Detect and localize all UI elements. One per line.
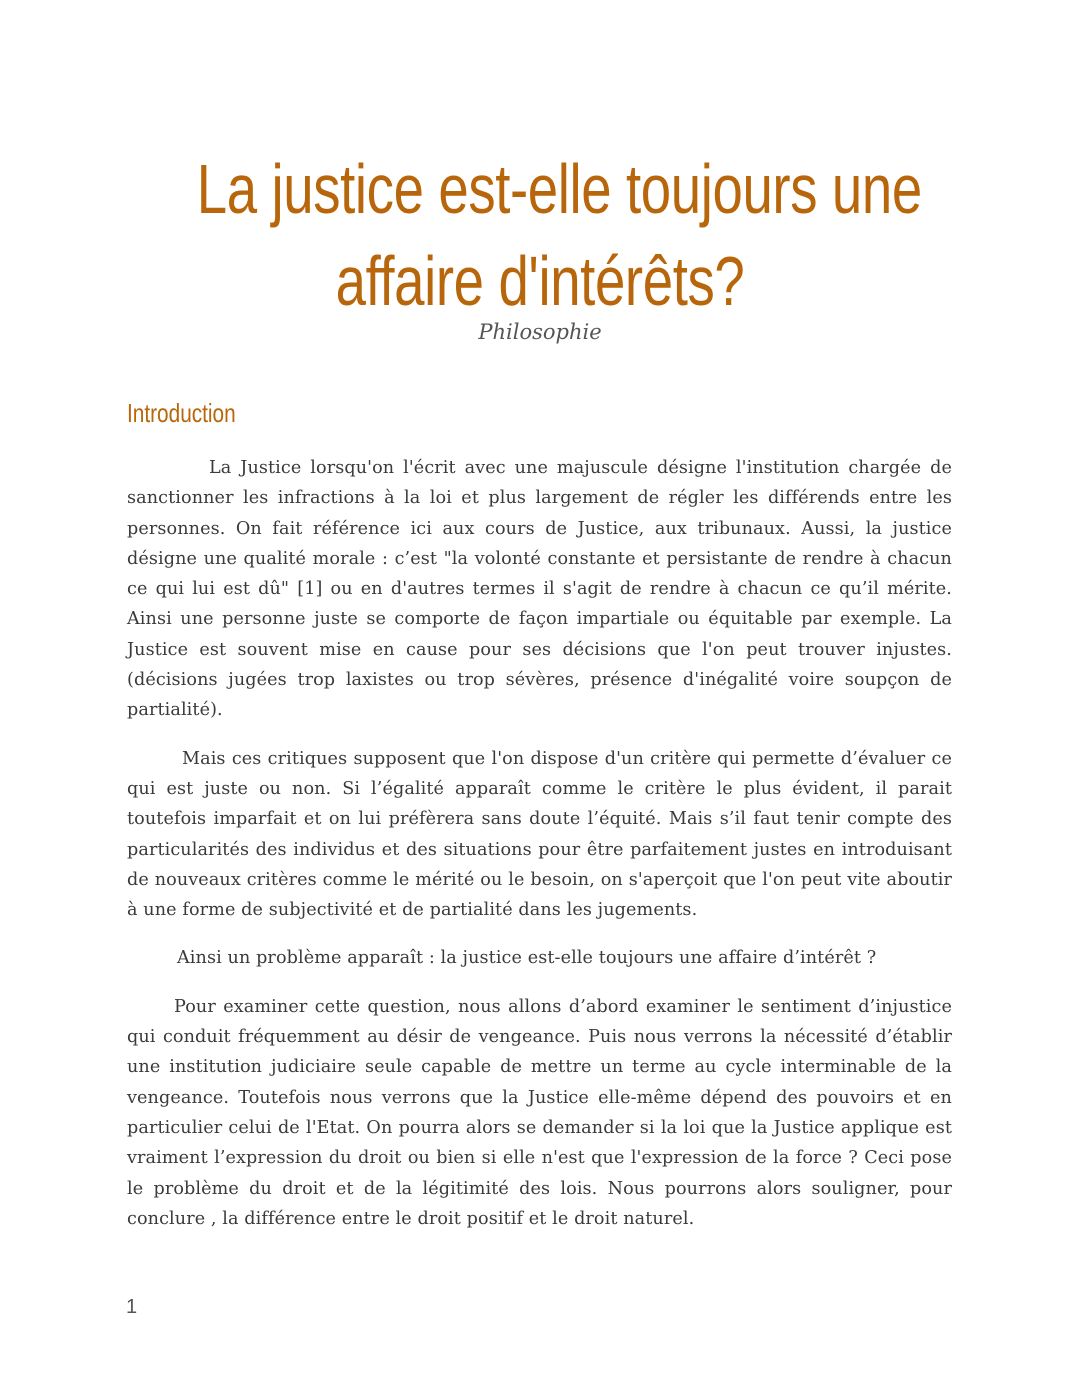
document-subtitle: Philosophie	[478, 320, 602, 344]
section-heading-introduction: Introduction	[127, 398, 236, 428]
paragraph-2: Mais ces critiques supposent que l'on dispose d'un critère qui permette d’évaluer ce qui est juste ou non. Si l’égalité apparaît comme le critère le plus évident, il parait toutefois imparfait et on lui préfèrera sans doute l’équité. Mais s’il faut tenir compte des particularités des individus et des situations pour être parfaitement justes en introduisant de nouveaux critères comme le mérité ou le besoin, on s'aperçoit que l'on peut vite aboutir à une forme de subjectivité et de partialité dans les jugements.	[127, 748, 952, 921]
document-body	[127, 453, 952, 1252]
document-title	[196, 143, 922, 327]
title-line-2: affaire d'intérêts?	[335, 242, 745, 320]
paragraph-1: La Justice lorsqu'on l'écrit avec une majuscule désigne l'institution chargée de sanctionner les infractions à la loi et plus largement de régler les différends entre les personnes. On fait référence ici aux cours de Justice, aux tribunaux. Aussi, la justice désigne une qualité morale : c’est "la volonté constante et persistante de rendre à chacun ce qui lui est dû" [1] ou en d'autres termes il s'agit de rendre à chacun ce qu’il mérite. Ainsi une personne juste se comporte de façon impartiale ou équitable par exemple. La Justice est souvent mise en cause pour ses décisions que l'on peut trouver injustes. (décisions jugées trop laxistes ou trop sévères, présence d'inégalité voire soupçon de partialité).	[127, 458, 952, 721]
page-number: 1	[126, 1296, 138, 1318]
paragraph-4: Pour examiner cette question, nous allons d’abord examiner le sentiment d’injustice qui conduit fréquemment au désir de vengeance. Puis nous verrons la nécessité d’établir une institution judiciaire seule capable de mettre un terme au cycle interminable de la vengeance. Toutefois nous verrons que la Justice elle-même dépend des pouvoirs et en particulier celui de l'Etat. On pourra alors se demander si la loi que la Justice applique est vraiment l’expression du droit ou bien si elle n'est que l'expression de la force ? Ceci pose le problème du droit et de la légitimité des lois. Nous pourrons alors souligner, pour conclure , la différence entre le droit positif et le droit naturel.	[127, 996, 952, 1229]
paragraph-3: Ainsi un problème apparaît : la justice est-elle toujours une affaire d’intérêt ?	[177, 948, 877, 969]
title-line-1: La justice est-elle toujours une	[196, 150, 922, 228]
